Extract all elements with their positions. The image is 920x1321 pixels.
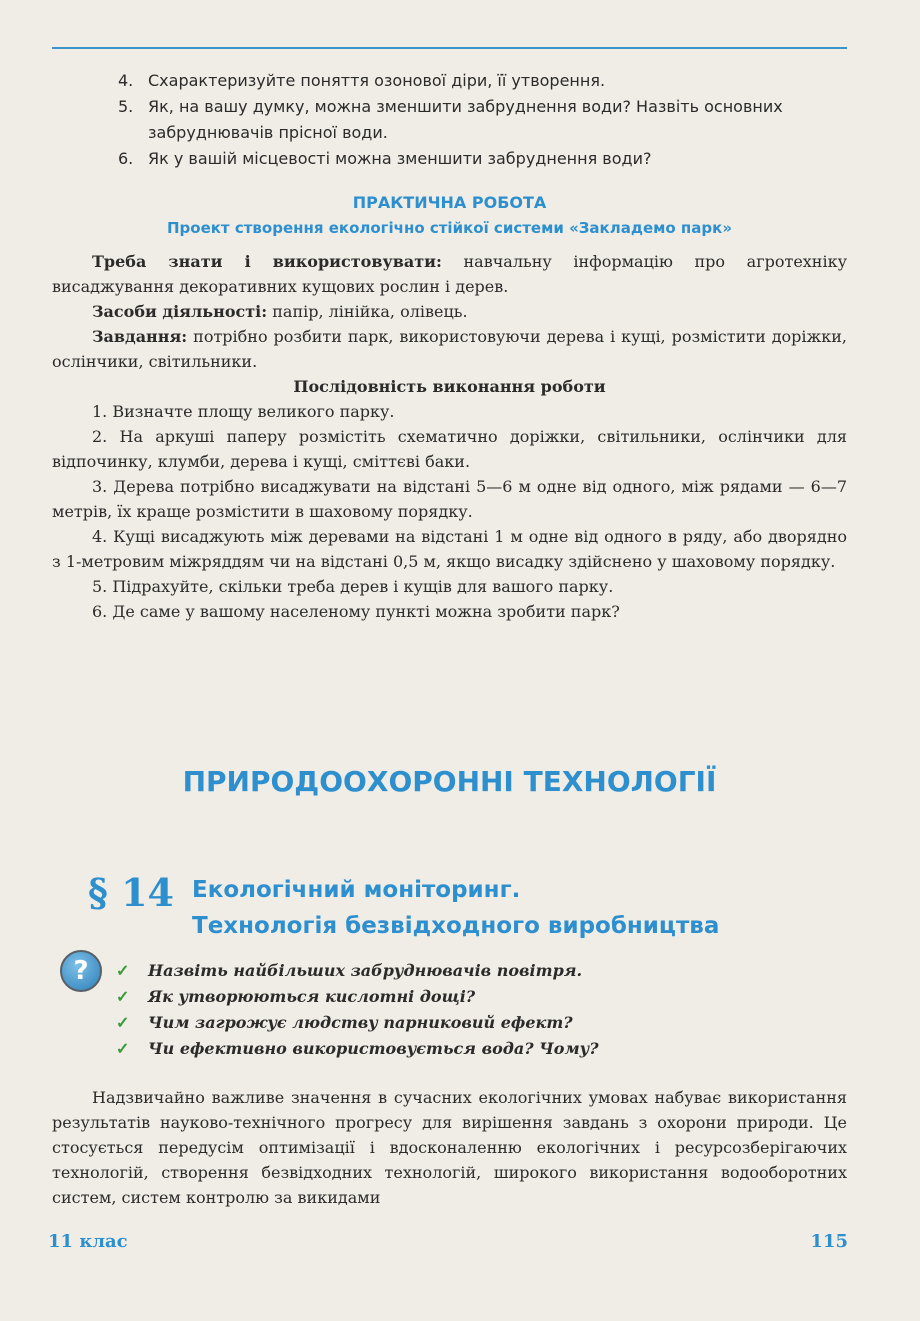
item-text: Як, на вашу думку, можна зменшити забруднення води? Назвіть основних забруднювачів прісної води. [148, 97, 783, 142]
tools-paragraph [52, 299, 847, 324]
list-item [116, 1036, 716, 1062]
question-mark-icon: ? [60, 950, 102, 992]
tools-label: Засоби діяльності: [92, 302, 268, 321]
item-text: Схарактеризуйте поняття озонової діри, її утворення. [148, 71, 606, 90]
top-divider [52, 47, 847, 49]
paragraph-title-line: Технологія безвідходного виробництва [192, 913, 720, 939]
question-text: Чи ефективно використовується вода? Чому? [148, 1039, 599, 1058]
checkmark-icon: ✓ [116, 987, 130, 1006]
know-paragraph [52, 249, 847, 299]
list-item: 2. На аркуші паперу розмістіть схематично доріжки, світильники, ослінчики для відпочинку, клумби, дерева і кущі, сміттєві баки. [52, 427, 847, 471]
steps-list [52, 399, 847, 624]
know-label: Треба знати і використовувати: [92, 252, 442, 271]
task-text: потрібно розбити парк, використовуючи дерева і кущі, розмістити доріжки, ослінчики, світильники. [52, 327, 847, 371]
grade-label: 11 клас [48, 1231, 128, 1252]
task-paragraph [52, 324, 847, 374]
list-item [116, 1010, 716, 1036]
item-text: Як у вашій місцевості можна зменшити забруднення води? [148, 149, 652, 168]
list-item [118, 68, 848, 94]
paragraph-title [192, 872, 719, 944]
item-number: 6. [118, 149, 134, 168]
question-text: Як утворюються кислотні дощі? [148, 987, 476, 1006]
know-text: навчальну інформацію про агротехніку висаджування декоративних кущових рослин і дерев. [52, 252, 848, 296]
practical-work-body [52, 249, 847, 624]
list-item [118, 146, 848, 172]
tools-text: папір, лінійка, олівець. [267, 302, 468, 321]
checkmark-icon: ✓ [116, 1013, 130, 1032]
check-questions [116, 958, 716, 1062]
checkmark-icon: ✓ [116, 1039, 130, 1058]
practical-work-subtitle: Проект створення екологічно стійкої системи «Закладемо парк» [166, 219, 733, 237]
list-item: 1. Визначте площу великого парку. [92, 402, 395, 421]
item-number: 4. [118, 71, 134, 90]
question-text: Назвіть найбільших забруднювачів повітря. [148, 961, 583, 980]
list-item [118, 94, 848, 146]
paragraph-title-line: Екологічний моніторинг. [192, 877, 521, 903]
section-title: ПРИРОДООХОРОННІ ТЕХНОЛОГІЇ [182, 765, 717, 798]
list-item: 5. Підрахуйте, скільки треба дерев і кущів для вашого парку. [92, 577, 614, 596]
paragraph-number: § 14 [88, 870, 174, 915]
page-number: 115 [810, 1231, 848, 1252]
intro-paragraph: Надзвичайно важливе значення в сучасних екологічних умовах набуває використання результатів науково-технічного прогресу для вирішення завдань з охорони природи. Це стосується передусім оптимізації і вдосконаленню екологічних і ресурсозберігаючих технологій, створення безвідходних технологій, широкого використання водооборотних систем, систем контролю за викидами [52, 1088, 847, 1207]
item-number: 5. [118, 97, 134, 116]
list-item [116, 984, 716, 1010]
task-label: Завдання: [92, 327, 188, 346]
list-item: 6. Де саме у вашому населеному пункті можна зробити парк? [92, 602, 620, 621]
intro-paragraph-block [52, 1085, 847, 1210]
checkmark-icon: ✓ [116, 961, 130, 980]
review-questions [118, 68, 848, 172]
question-text: Чим загрожує людству парниковий ефект? [148, 1013, 573, 1032]
sequence-title: Послідовність виконання роботи [293, 377, 606, 396]
practical-work-title: ПРАКТИЧНА РОБОТА [352, 193, 547, 212]
list-item: 3. Дерева потрібно висаджувати на відстані 5—6 м одне від одного, між рядами — 6—7 метрів, їх краще розмістити в шаховому порядку. [52, 477, 847, 521]
list-item [116, 958, 716, 984]
list-item: 4. Кущі висаджують між деревами на відстані 1 м одне від одного в ряду, або дворядно з 1-метровим міжряддям чи на відстані 0,5 м, якщо висадку здійснено у шаховому порядку. [52, 527, 847, 571]
